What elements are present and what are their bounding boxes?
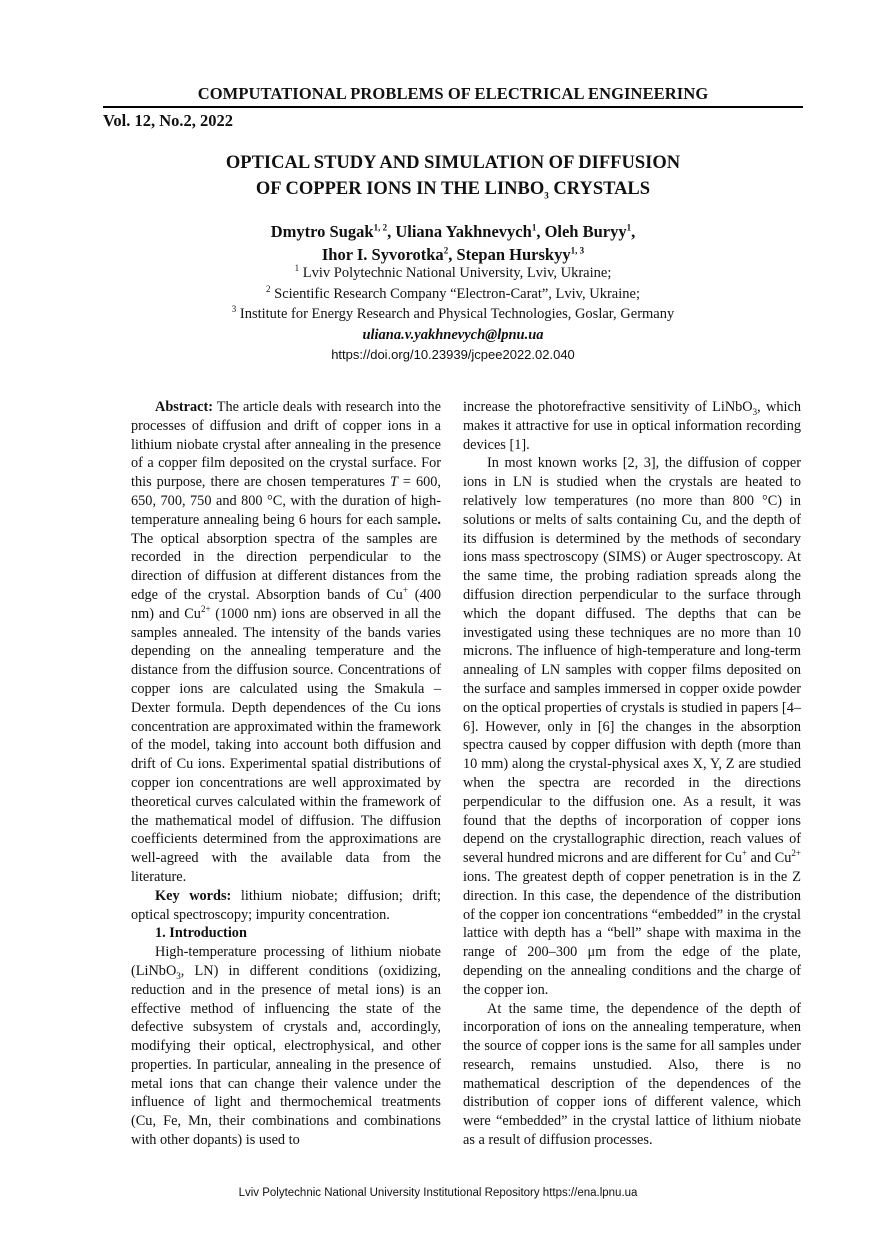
doi-link[interactable]: https://doi.org/10.23939/jcpee2022.02.040: [331, 347, 575, 362]
author-name: Oleh Buryy: [544, 222, 627, 241]
right-column: [463, 398, 801, 1150]
title-line-2: OF COPPER IONS IN THE $LINBO_3$ CRYSTALS: [255, 179, 651, 201]
journal-title: COMPUTATIONAL PROBLEMS OF ELECTRICAL ENGINEERING: [197, 84, 709, 103]
author-list: [103, 220, 803, 266]
intro-paragraph-2: In most known works [2, 3], the diffusion of copper ions in LN is studied when the crystals are heated to relatively low temperatures (no more than 800 °C) in solutions or melts of salts containing Cu, and the depth of its diffusion is determined by the methods of secondary ions mass spectroscopy (SIMS) or Auger spectroscopy. At the same time, the probing radiation spreads along the diffusion direction perpendicular to the surface through which the dopant diffused. The depths that can be investigated using these techniques are no more than 10 microns. The influence of high-temperature and long-term annealing of LN samples with copper films deposited on the surface and samples immersed in copper oxide powder on the optical properties of crystals is studied in papers [4–6]. However, only in [6] the changes in the absorption spectra caused by copper diffusion with depth (more than 10 mm) along the crystal-physical axes X, Y, Z are studied when the spectra are recorded in the directions perpendicular to the diffusion one. As a result, it was found that the depths of incorporation of copper ions depend on the crystallographic direction, reach values of several hundred microns and are different for Cu+ and $Cu^{2+}$ ions. The greatest depth of copper penetration is in the Z direction. In this case, the dependence of the distribution of the copper ion concentrations “embedded” in the crystal lattice with depth has a “bell” shape with maxima in the range of 200–300 μm from the edge of the plate, depending on the annealing conditions and the charge of the copper ion.: [463, 455, 801, 998]
author-name: Dmytro Sugak: [270, 222, 374, 241]
author-name: Stepan Hurskyy: [456, 245, 571, 264]
intro-paragraph-1: High-temperature processing of lithium niobate (LiNbO$_3$, LN) in different conditions (oxidizing, reduction and in the presence of metal ions) is an effective method of influencing the state of the defective subsystem of crystals and, accordingly, modifying their optical, electrophysical, and other properties. In particular, annealing in the presence of metal ions that can change their valence under the influence of light and thermochemical treatments (Cu, Fe, Mn, their combinations and combinations with other dopants) is used to: [131, 944, 441, 1149]
section-heading: 1. Introduction: [155, 925, 247, 942]
repository-footer: Lviv Polytechnic National University Institutional Repository https://ena.lpnu.ua: [238, 1187, 638, 1199]
keywords-paragraph: Key words: lithium niobate; diffusion; drift; optical spectroscopy; impurity concentration.: [131, 887, 441, 923]
affiliation-1: $^1$ Lviv Polytechnic National University, Lviv, Ukraine;: [294, 263, 612, 281]
intro-paragraph-3: At the same time, the dependence of the depth of incorporation of ions on the annealing temperature, when the source of copper ions is the same for all samples under research, remains unstudied. Also, there is no mathematical description of the dependences of the distribution of copper ions of different valence, which were “embedded” in the crystal lattice of lithium niobate as a result of diffusion processes.: [463, 1000, 801, 1149]
author-line-2: Ihor I. Syvorotka$^2$, Stepan Hurskyy$^{1, 3}$: [321, 245, 585, 264]
volume-info: Vol. 12, No.2, 2022: [103, 111, 234, 130]
author-line-1: Dmytro Sugak$^{1, 2}$, Uliana Yakhnevych$^1$, Oleh Buryy$^1$,: [270, 222, 636, 241]
affiliation-2: $^2$ Scientific Research Company “Electron-Carat”, Lviv, Ukraine;: [266, 283, 640, 302]
left-column: [131, 398, 441, 1150]
header-rule: [103, 106, 803, 108]
author-name: Ihor I. Syvorotka: [321, 245, 444, 264]
contact-email[interactable]: uliana.v.yakhnevych@lpnu.ua: [362, 326, 544, 343]
affiliation-3: $^3$ Institute for Energy Research and Physical Technologies, Goslar, Germany: [231, 304, 675, 322]
author-name: Uliana Yakhnevych: [395, 222, 532, 241]
title-line-1: OPTICAL STUDY AND SIMULATION OF DIFFUSION: [225, 153, 681, 173]
paper-title: [103, 150, 803, 202]
affiliations: [103, 263, 803, 366]
intro-paragraph-1-cont: increase the photorefractive sensitivity of LiNbO$_3$, which makes it attractive for use in optical information recording devices [1].: [463, 399, 801, 453]
abstract-paragraph: Abstract: The article deals with research into the processes of diffusion and drift of copper ions in a lithium niobate crystal after annealing in the presence of a copper film deposited on the crystal surface. For this purpose, there are chosen temperatures T = 600, 650, 700, 750 and 800 °C, with the duration of high-temperature annealing being 6 hours for each sample. The optical absorption spectra of the samples are recorded in the direction perpendicular to the direction of diffusion at different distances from the edge of the crystal. Absorption bands of Cu+ (400 nm) and $Cu^{2+}$ (1000 nm) ions are observed in all the samples annealed. The intensity of the bands varies depending on the annealing temperature and the distance from the diffusion source. Concentrations of copper ions are calculated using the Smakula – Dexter formula. Depth dependences of the Cu ions concentration are approximated within the framework of the model, taking into account both diffusion and drift of Cu ions. Experimental spatial distributions of copper ion concentrations are well approximated by theoretical curves calculated within the framework of the mathematical model of diffusion. The diffusion coefficients determined from the approximations are well-agreed with the available data from the literature.: [131, 399, 442, 885]
